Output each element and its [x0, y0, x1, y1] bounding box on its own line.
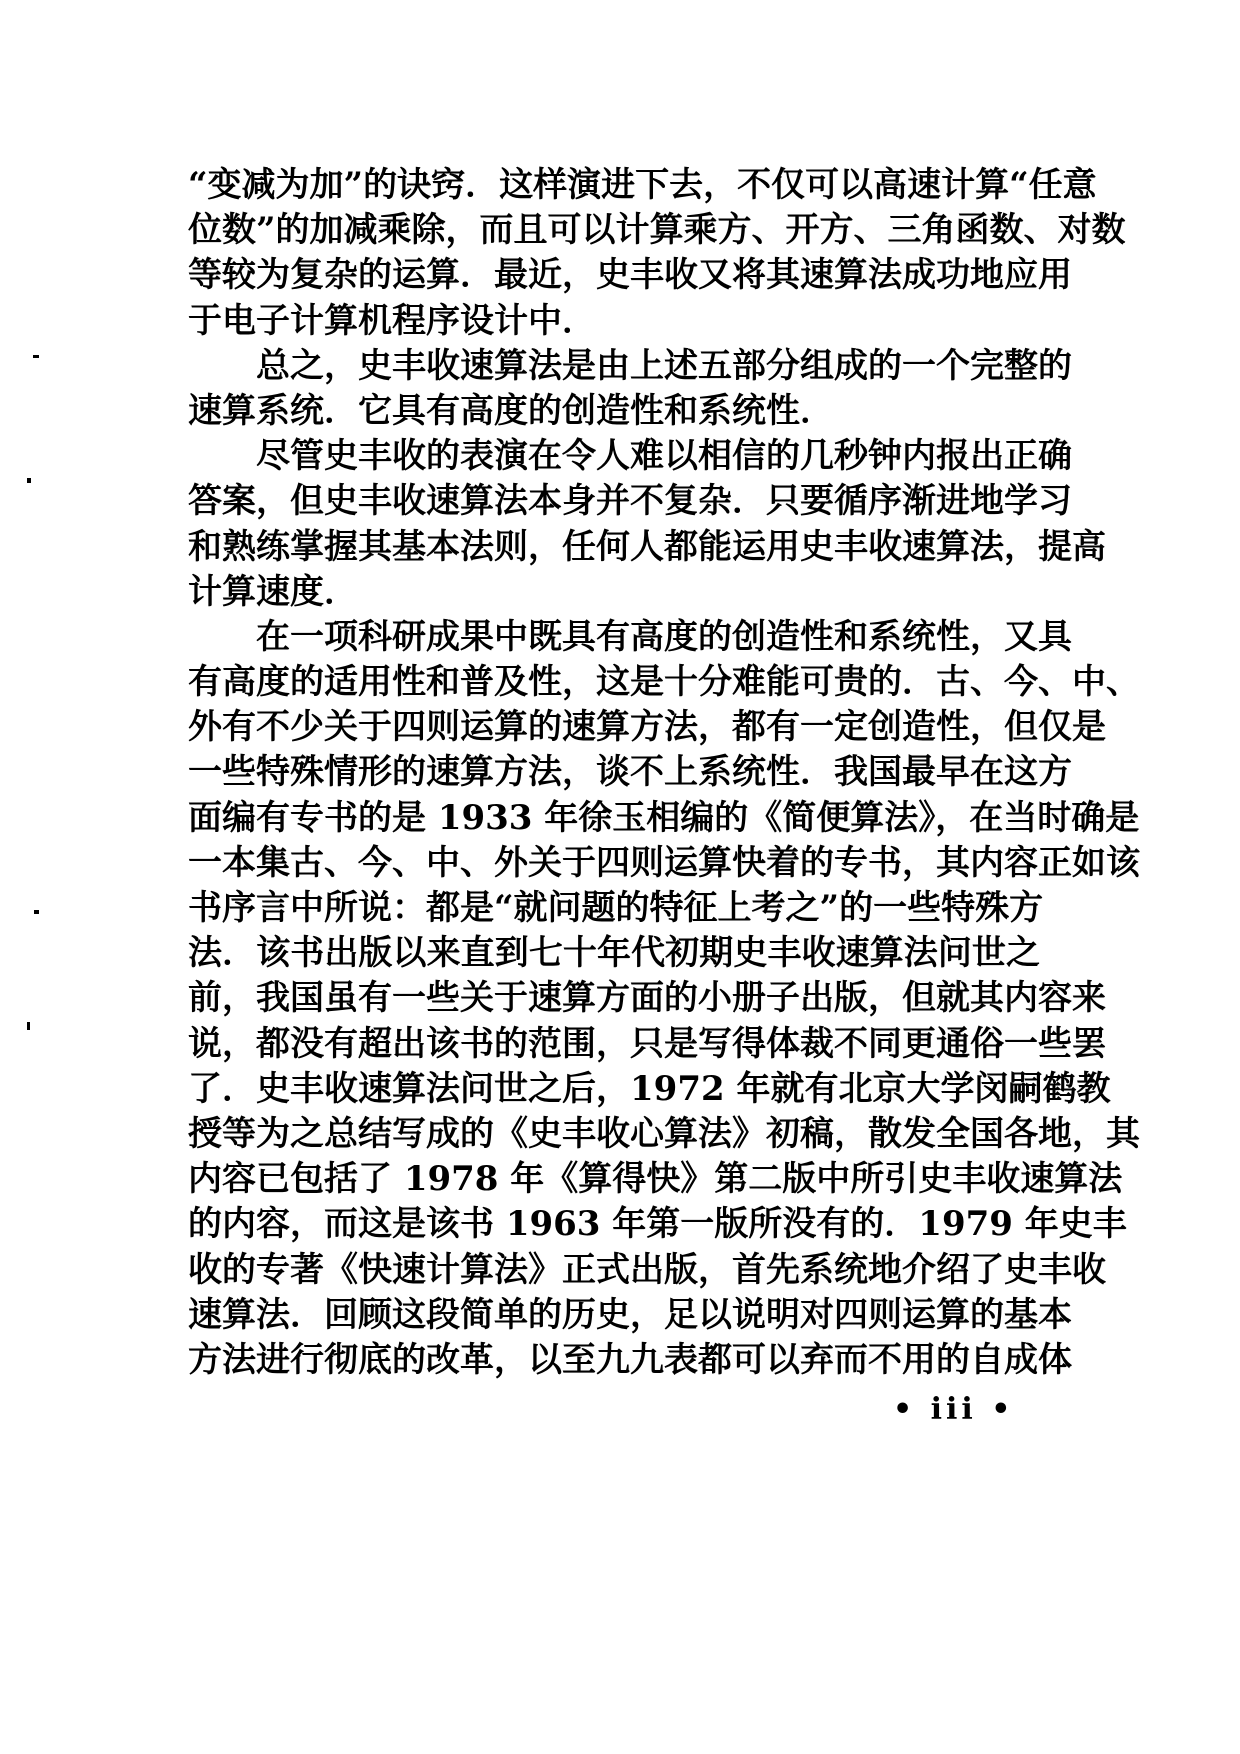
text-line: 的内容，而这是该书 1963 年第一版所没有的．1979 年史丰: [188, 1204, 1127, 1245]
text-line: 授等为之总结写成的《史丰收心算法》初稿，散发全国各地，其: [188, 1113, 1140, 1154]
scan-speck: [33, 355, 39, 358]
text-line: 尽管史丰收的表演在令人难以相信的几秒钟内报出正确: [256, 436, 1072, 477]
text-line: 面编有专书的是 1933 年徐玉相编的《简便算法》，在当时确是: [188, 797, 1140, 838]
text-line: 前，我国虽有一些关于速算方面的小册子出版，但就其内容来: [188, 978, 1106, 1019]
page-number: • iii •: [893, 1392, 1015, 1427]
text-line: 了．史丰收速算法问世之后，1972 年就有北京大学闵嗣鹤教: [188, 1068, 1111, 1109]
text-line: 在一项科研成果中既具有高度的创造性和系统性，又具: [256, 616, 1072, 657]
text-line: 一本集古、今、中、外关于四则运算快着的专书，其内容正如该: [188, 842, 1140, 883]
text-line: 内容已包括了 1978 年《算得快》第二版中所引史丰收速算法: [188, 1159, 1123, 1200]
text-line: 一些特殊情形的速算方法，谈不上系统性．我国最早在这方: [188, 752, 1072, 793]
text-line: 方法进行彻底的改革，以至九九表都可以弃而不用的自成体: [188, 1339, 1072, 1380]
text-line: 速算法．回顾这段简单的历史，足以说明对四则运算的基本: [188, 1294, 1072, 1335]
text-line: 法．该书出版以来直到七十年代初期史丰收速算法问世之: [188, 933, 1040, 974]
text-line: 和熟练掌握其基本法则，任何人都能运用史丰收速算法，提高: [188, 526, 1106, 567]
scan-speck: [27, 1022, 30, 1030]
paragraph: [188, 434, 1106, 615]
text-line: 有高度的适用性和普及性，这是十分难能可贵的．古、今、中、: [188, 662, 1140, 703]
scan-speck: [27, 478, 31, 483]
text-line: 书序言中所说：都是“就问题的特征上考之”的一些特殊方: [188, 888, 1044, 928]
text-line: 总之，史丰收速算法是由上述五部分组成的一个完整的: [256, 345, 1072, 386]
paragraph: [188, 163, 1126, 344]
text-line: 说，都没有超出该书的范围，只是写得体裁不同更通俗一些罢: [188, 1023, 1106, 1064]
body-text: [188, 163, 1140, 1383]
text-line: 收的专著《快速计算法》正式出版，首先系统地介绍了史丰收: [188, 1249, 1106, 1290]
paragraph: [188, 344, 1072, 434]
scan-speck: [34, 910, 39, 914]
text-line: 位数”的加减乘除，而且可以计算乘方、开方、三角函数、对数: [188, 210, 1126, 251]
text-line: 答案，但史丰收速算法本身并不复杂．只要循序渐进地学习: [188, 481, 1072, 522]
text-line: 外有不少关于四则运算的速算方法，都有一定创造性，但仅是: [188, 707, 1106, 748]
text-line: “变减为加”的诀窍．这样演进下去，不仅可以高速计算“任意: [188, 165, 1097, 205]
text-line: 计算速度．: [188, 571, 358, 612]
text-line: 速算系统．它具有高度的创造性和系统性．: [188, 390, 834, 431]
text-line: 等较为复杂的运算．最近，史丰收又将其速算法成功地应用: [188, 255, 1072, 296]
text-line: 于电子计算机程序设计中．: [188, 300, 596, 341]
paragraph: [188, 615, 1140, 1383]
